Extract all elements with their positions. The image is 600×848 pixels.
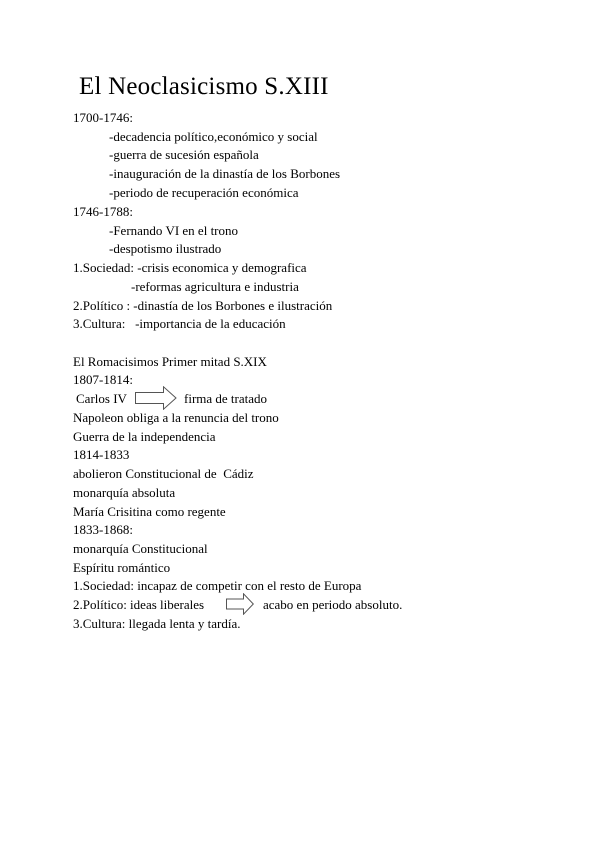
cultura-line: 3.Cultura: llegada lenta y tardía.	[73, 616, 241, 631]
espiritu-line: Espíritu romántico	[73, 560, 171, 575]
politico-line: 2.Político: ideas liberales	[73, 597, 205, 612]
sociedad-line: 1.Sociedad: incapaz de competir con el resto de Europa	[73, 578, 362, 593]
monarquia-constitucional-line: monarquía Constitucional	[73, 541, 208, 556]
arrow-right-icon	[135, 386, 177, 410]
cultura-line: 3.Cultura: -importancia de la educación	[73, 316, 286, 331]
sociedad-line: 1.Sociedad: -crisis economica y demografica	[73, 260, 307, 275]
list-item: -inauguración de la dinastía de los Borbones	[109, 166, 341, 181]
list-item: -Fernando VI en el trono	[109, 223, 239, 238]
period-heading: 1746-1788:	[73, 204, 133, 219]
politico-result: acabo en periodo absoluto.	[263, 597, 403, 612]
tratado-text: firma de tratado	[184, 391, 268, 406]
list-item: -guerra de sucesión española	[109, 147, 259, 162]
list-item: -despotismo ilustrado	[109, 241, 222, 256]
period-heading: 1807-1814:	[73, 372, 133, 387]
arrow-right-icon	[226, 593, 254, 615]
guerra-line: Guerra de la independencia	[73, 429, 216, 444]
period-heading: 1700-1746:	[73, 110, 133, 125]
napoleon-line: Napoleon obliga a la renuncia del trono	[73, 410, 279, 425]
list-item: -periodo de recuperación económica	[109, 185, 299, 200]
document-title: El Neoclasicismo S.XIII	[79, 73, 329, 100]
period-heading: 1833-1868:	[73, 522, 133, 537]
carlos-text: Carlos IV	[76, 391, 127, 406]
section-heading: El Romacisimos Primer mitad S.XIX	[73, 354, 267, 369]
abolieron-line: abolieron Constitucional de Cádiz	[73, 466, 254, 481]
maria-line: María Crisitina como regente	[73, 504, 226, 519]
politico-line: 2.Político : -dinastía de los Borbones e ilustración	[73, 298, 333, 313]
sociedad-continuation: -reformas agricultura e industria	[131, 279, 299, 294]
monarquia-absoluta-line: monarquía absoluta	[73, 485, 176, 500]
period-heading: 1814-1833	[73, 447, 130, 462]
list-item: -decadencia político,económico y social	[109, 129, 318, 144]
